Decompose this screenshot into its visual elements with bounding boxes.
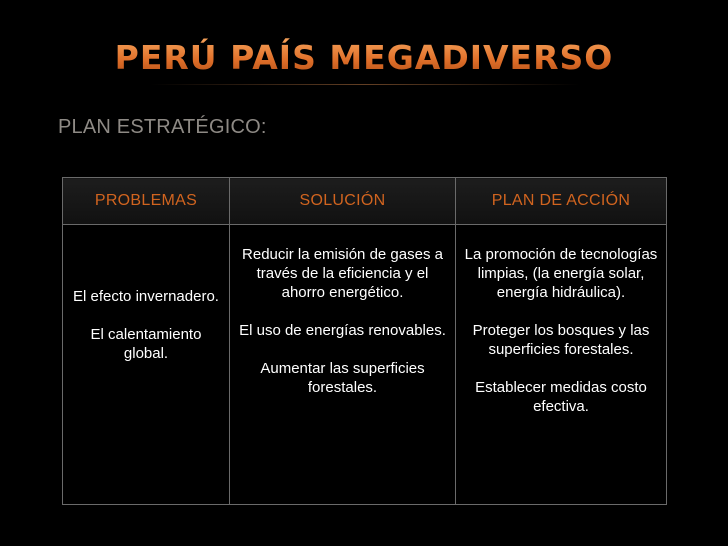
plan-de-accion-cell <box>456 225 667 505</box>
slide-subtitle: PLAN ESTRATÉGICO: <box>58 116 267 138</box>
solucion-cell <box>230 225 456 505</box>
problema-item: El calentamiento global. <box>90 326 202 362</box>
title-divider <box>150 84 580 85</box>
plan-item: Establecer medidas costo efectiva. <box>475 379 647 415</box>
plan-item: Proteger los bosques y las superficies forestales. <box>472 322 650 358</box>
solucion-item: El uso de energías renovables. <box>239 322 446 339</box>
problemas-cell <box>63 225 230 505</box>
solucion-item: Reducir la emisión de gases a través de la eficiencia y el ahorro energético. <box>242 246 443 301</box>
table-header-row <box>63 178 667 225</box>
problema-item: El efecto invernadero. <box>73 288 219 305</box>
header-problemas: PROBLEMAS <box>63 178 230 225</box>
header-plan-de-accion: PLAN DE ACCIÓN <box>456 178 667 225</box>
table-row <box>63 225 667 505</box>
strategy-table <box>62 177 667 505</box>
solucion-item: Aumentar las superficies forestales. <box>260 360 425 396</box>
header-solucion: SOLUCIÓN <box>230 178 456 225</box>
plan-item: La promoción de tecnologías limpias, (la energía solar, energía hidráulica). <box>464 246 658 301</box>
slide-title: PERÚ PAÍS MEGADIVERSO <box>0 38 728 77</box>
